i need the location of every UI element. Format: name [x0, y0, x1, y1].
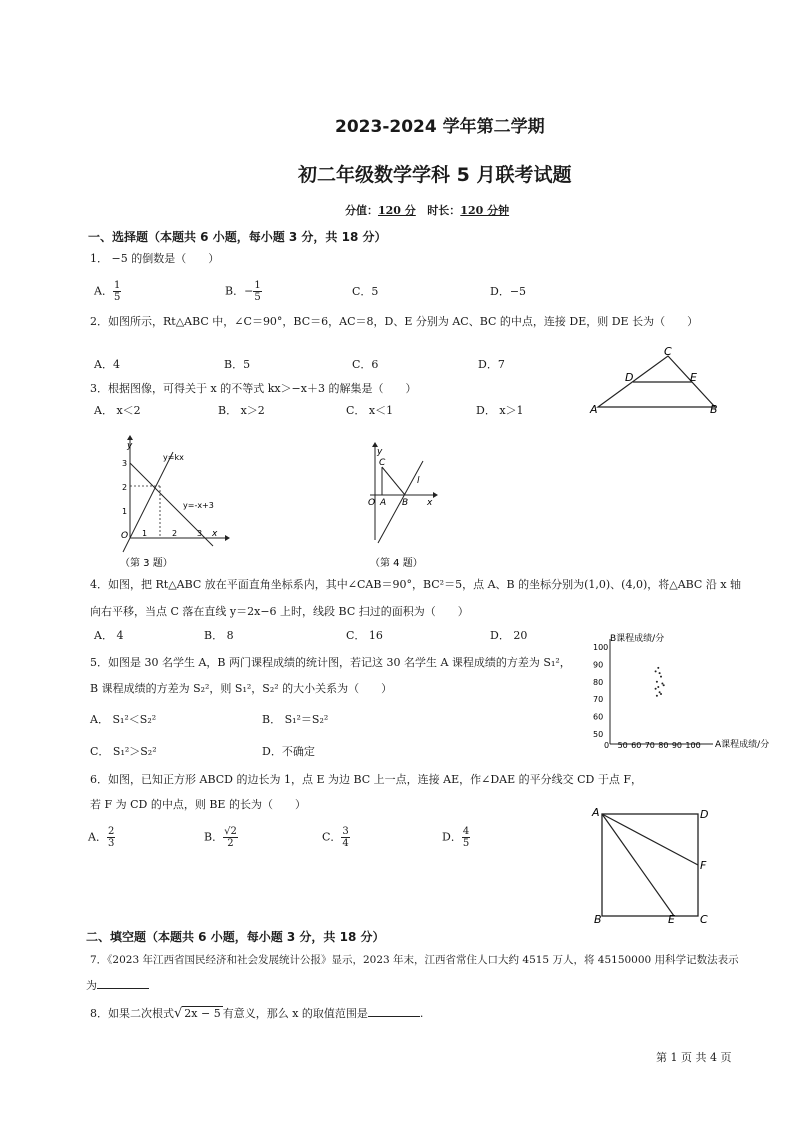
- exam-title: 初二年级数学学科 5 月联考试题: [298, 164, 572, 186]
- q7-line2: 为: [86, 977, 149, 993]
- svg-text:1: 1: [122, 507, 128, 516]
- q7-answer-blank[interactable]: [97, 977, 149, 989]
- svg-text:1: 1: [142, 529, 148, 538]
- q3-stem: 3．根据图像，可得关于 x 的不等式 kx＞−x＋3 的解集是（ ）: [90, 382, 417, 395]
- q5-option-c: C． S₁²＞S₂²: [90, 745, 157, 758]
- svg-text:2: 2: [172, 529, 178, 538]
- q6-label-c: C: [700, 913, 708, 926]
- scatter-y-tick: 80: [593, 677, 604, 687]
- q4-option-c: C． 16: [346, 629, 383, 642]
- q2-option-d: D．7: [478, 358, 505, 371]
- q5-stem-line2: B 课程成绩的方差为 S₂²，则 S₁²，S₂² 的大小关系为（ ）: [90, 682, 393, 695]
- scatter-x-tick: 50: [617, 741, 628, 750]
- time-value: 120 分钟: [460, 204, 510, 217]
- scatter-point: [655, 688, 657, 690]
- q6-label-d: D: [700, 808, 709, 821]
- scatter-x-tick: 60: [631, 741, 642, 750]
- section-1-title: 一、选择题（本题共 6 小题，每小题 3 分，共 18 分）: [88, 230, 387, 244]
- q3-option-a: A． x＜2: [94, 404, 141, 417]
- q6-label-e: E: [668, 913, 675, 926]
- q4-option-a: A． 4: [94, 629, 124, 642]
- scatter-x-tick: 90: [671, 741, 683, 750]
- q4-label-l: l: [417, 476, 420, 486]
- q1-option-a: A． $\frac{1}{5}$: [94, 280, 121, 303]
- svg-text:2: 2: [122, 483, 128, 492]
- q6-option-d: D． $\frac{4}{5}$: [442, 826, 470, 849]
- q6-label-a: A: [592, 806, 600, 819]
- q2-option-a: A．4: [94, 358, 120, 371]
- q5-option-d: D．不确定: [262, 745, 315, 758]
- q4-label-c: C: [379, 458, 386, 468]
- scatter-y-tick: 90: [593, 660, 604, 670]
- q4-label-a: A: [380, 498, 387, 508]
- q1-stem: 1． −5 的倒数是（ ）: [90, 252, 220, 265]
- q5-stem-line1: 5．如图是 30 名学生 A，B 两门课程成绩的统计图，若记这 30 名学生 A 课程成绩的方差为 S₁²，: [90, 656, 571, 669]
- q2-label-b: B: [710, 403, 718, 416]
- time-label: 时长：: [427, 204, 461, 217]
- page-footer: 第 1 页 共 4 页: [656, 1051, 732, 1064]
- q3-graph-figure: [115, 438, 235, 569]
- q6-label-f: F: [700, 859, 707, 872]
- q2-stem: 2．如图所示，Rt△ABC 中，∠C＝90°，BC＝6，AC＝8，D、E 分别为 AC、BC 的中点，连接 DE，则 DE 长为（ ）: [90, 315, 699, 328]
- q6-option-b: B． $\frac{√2}{2}$: [204, 826, 237, 849]
- q3-line2-label: y=-x+3: [183, 501, 214, 510]
- scatter-point: [655, 670, 657, 672]
- score-label: 分值：: [345, 204, 378, 217]
- scatter-y-tick: 70: [593, 695, 604, 705]
- q4-graph-figure: [365, 445, 445, 569]
- q1-option-d: D．−5: [490, 285, 527, 298]
- q5-scatter-chart: [588, 630, 778, 755]
- q6-square-figure: [590, 806, 715, 924]
- svg-text:3: 3: [122, 459, 128, 468]
- scatter-y-tick: 100: [593, 643, 609, 652]
- q2-label-c: C: [664, 345, 672, 358]
- scatter-point: [660, 693, 662, 695]
- exam-term: 2023-2024 学年第二学期: [335, 117, 545, 137]
- q3-option-d: D． x＞1: [476, 404, 524, 417]
- q5-option-a: A． S₁²＜S₂²: [90, 713, 157, 726]
- q4-option-d: D． 20: [490, 629, 528, 642]
- svg-text:x: x: [212, 529, 218, 539]
- q2-label-d: D: [625, 371, 634, 384]
- svg-text:x: x: [427, 498, 433, 508]
- score-value: 120 分: [378, 204, 416, 217]
- q6-label-b: B: [594, 913, 602, 926]
- q8-stem: 8．如果二次根式√ 2x − 5 有意义，那么 x 的取值范围是 .: [90, 1006, 424, 1021]
- scatter-point: [656, 695, 658, 697]
- scatter-point: [657, 667, 659, 669]
- scatter-y-tick: 50: [593, 730, 604, 739]
- q3-option-b: B． x＞2: [218, 404, 265, 417]
- q2-option-c: C．6: [352, 358, 379, 371]
- q7-line1: 7．《2023 年江西省国民经济和社会发展统计公报》显示，2023 年末，江西省常住人口大约 4515 万人，将 45150000 用科学记数法表示: [90, 954, 739, 966]
- q1-option-b: B．− $\frac{1}{5}$: [225, 280, 261, 303]
- scatter-point: [659, 691, 661, 693]
- q1-option-c: C．5: [352, 285, 379, 298]
- svg-text:3: 3: [197, 529, 203, 538]
- scatter-x-tick: 80: [658, 741, 669, 750]
- scatter-point: [663, 684, 665, 686]
- scatter-point: [660, 676, 662, 678]
- scatter-point: [657, 686, 659, 688]
- q5-option-b: B． S₁²＝S₂²: [262, 713, 329, 726]
- scatter-x-tick: 0: [604, 741, 610, 750]
- section-2-title: 二、填空题（本题共 6 小题，每小题 3 分，共 18 分）: [86, 930, 385, 944]
- q2-label-e: E: [690, 371, 697, 384]
- q8-radicand: 2x − 5: [184, 1007, 221, 1020]
- scatter-point: [656, 681, 658, 683]
- q4-label-b: B: [402, 498, 409, 508]
- q3-caption: （第 3 题）: [120, 558, 173, 569]
- q4-stem-line2: 向右平移，当点 C 落在直线 y＝2x−6 上时，线段 BC 扫过的面积为（ ）: [90, 605, 469, 618]
- svg-text:O: O: [368, 498, 376, 508]
- scatter-x-tick: 100: [685, 741, 701, 750]
- scatter-y-tick: 60: [593, 712, 604, 722]
- q2-label-a: A: [590, 403, 598, 416]
- q2-triangle-figure: [590, 345, 740, 415]
- scatter-y-label: B课程成绩/分: [610, 634, 665, 644]
- scatter-point: [661, 683, 663, 685]
- q4-stem-line1: 4．如图，把 Rt△ABC 放在平面直角坐标系内，其中∠CAB＝90°，BC²＝5，点 A、B 的坐标分别为(1,0)、(4,0)，将△ABC 沿 x 轴: [90, 578, 742, 591]
- q8-answer-blank[interactable]: [368, 1005, 420, 1017]
- svg-text:y: y: [127, 441, 133, 451]
- scatter-point: [659, 672, 661, 674]
- q6-stem-line2: 若 F 为 CD 的中点，则 BE 的长为（ ）: [90, 798, 306, 811]
- q6-stem-line1: 6．如图，已知正方形 ABCD 的边长为 1，点 E 为边 BC 上一点，连接 AE，作∠DAE 的平分线交 CD 于点 F，: [90, 773, 643, 786]
- q4-caption: （第 4 题）: [370, 558, 423, 569]
- q3-line1-label: y=kx: [163, 453, 184, 462]
- scatter-x-label: A课程成绩/分: [715, 740, 770, 750]
- q4-option-b: B． 8: [204, 629, 234, 642]
- exam-meta: [345, 204, 509, 218]
- svg-text:y: y: [377, 447, 383, 457]
- q6-option-c: C． $\frac{3}{4}$: [322, 826, 349, 849]
- q6-option-a: A． $\frac{2}{3}$: [88, 826, 115, 849]
- scatter-x-tick: 70: [644, 741, 655, 750]
- q3-option-c: C． x＜1: [346, 404, 394, 417]
- q2-option-b: B．5: [224, 358, 251, 371]
- svg-text:O: O: [121, 531, 129, 541]
